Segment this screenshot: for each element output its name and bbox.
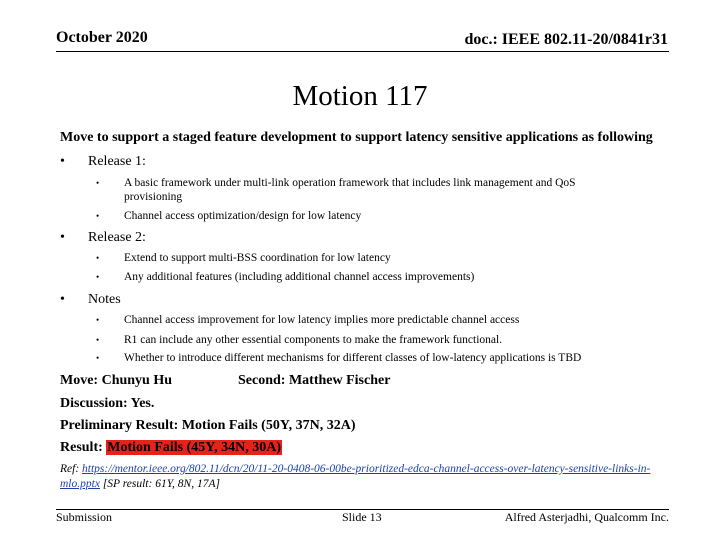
ref-suffix: [SP result: 61Y, 8N, 17A] [99, 478, 220, 490]
mover: Move: Chunyu Hu [60, 373, 173, 388]
section-label: Release 1: [88, 154, 146, 169]
bullet-glyph: • [96, 335, 100, 345]
bullet-glyph: • [96, 211, 100, 221]
result-value-highlight: Motion Fails (45Y, 34N, 30A) [107, 440, 281, 455]
footer-slide-number: Slide 13 [342, 510, 382, 524]
list-item-text: Whether to introduce different mechanisms for different classes of low-latency applications is TBD [124, 352, 582, 364]
final-result [60, 440, 282, 456]
reference [60, 462, 660, 492]
bullet-glyph: • [96, 353, 100, 363]
slide-title: Motion 117 [292, 80, 428, 112]
list-item-text: R1 can include any other essential components to make the framework functional. [124, 334, 503, 346]
result-label: Result: [60, 440, 103, 455]
section-label: Release 2: [88, 230, 146, 245]
list-item-text: Channel access optimization/design for low latency [124, 210, 362, 222]
list-item-text: Extend to support multi-BSS coordination for low latency [124, 252, 391, 264]
preliminary-result: Preliminary Result: Motion Fails (50Y, 37N, 32A) [60, 418, 356, 433]
header-rule [56, 51, 669, 52]
section-label: Notes [88, 292, 121, 307]
seconder: Second: Matthew Fischer [238, 373, 391, 388]
motion-text: Move to support a staged feature development to support latency sensitive applications as following [60, 130, 653, 145]
bullet-glyph: • [60, 154, 65, 169]
bullet-glyph: • [96, 315, 100, 325]
discussion: Discussion: Yes. [60, 396, 155, 411]
ref-link[interactable]: https://mentor.ieee.org/802.11/dcn/20/11-20-0408-06-00be-prioritized-edca-channel-access-over-latency-sensitive-links-in-mlo.pptx [60, 463, 651, 490]
header-date: October 2020 [56, 29, 148, 46]
bullet-glyph: • [60, 230, 65, 245]
footer-submission: Submission [56, 510, 113, 524]
footer-author: Alfred Asterjadhi, Qualcomm Inc. [504, 510, 669, 524]
ref-prefix: Ref: [60, 463, 83, 475]
bullet-glyph: • [96, 272, 100, 282]
list-item-text: Any additional features (including additional channel access improvements) [124, 271, 475, 283]
list-item-text: Channel access improvement for low latency implies more predictable channel access [124, 314, 520, 326]
bullet-glyph: • [96, 253, 100, 263]
header-doc-id: doc.: IEEE 802.11-20/0841r31 [464, 31, 668, 48]
bullet-glyph: • [60, 292, 65, 307]
bullet-glyph: • [96, 178, 100, 188]
list-item-text: A basic framework under multi-link operation framework that includes link management and QoS provisioning [124, 177, 576, 203]
